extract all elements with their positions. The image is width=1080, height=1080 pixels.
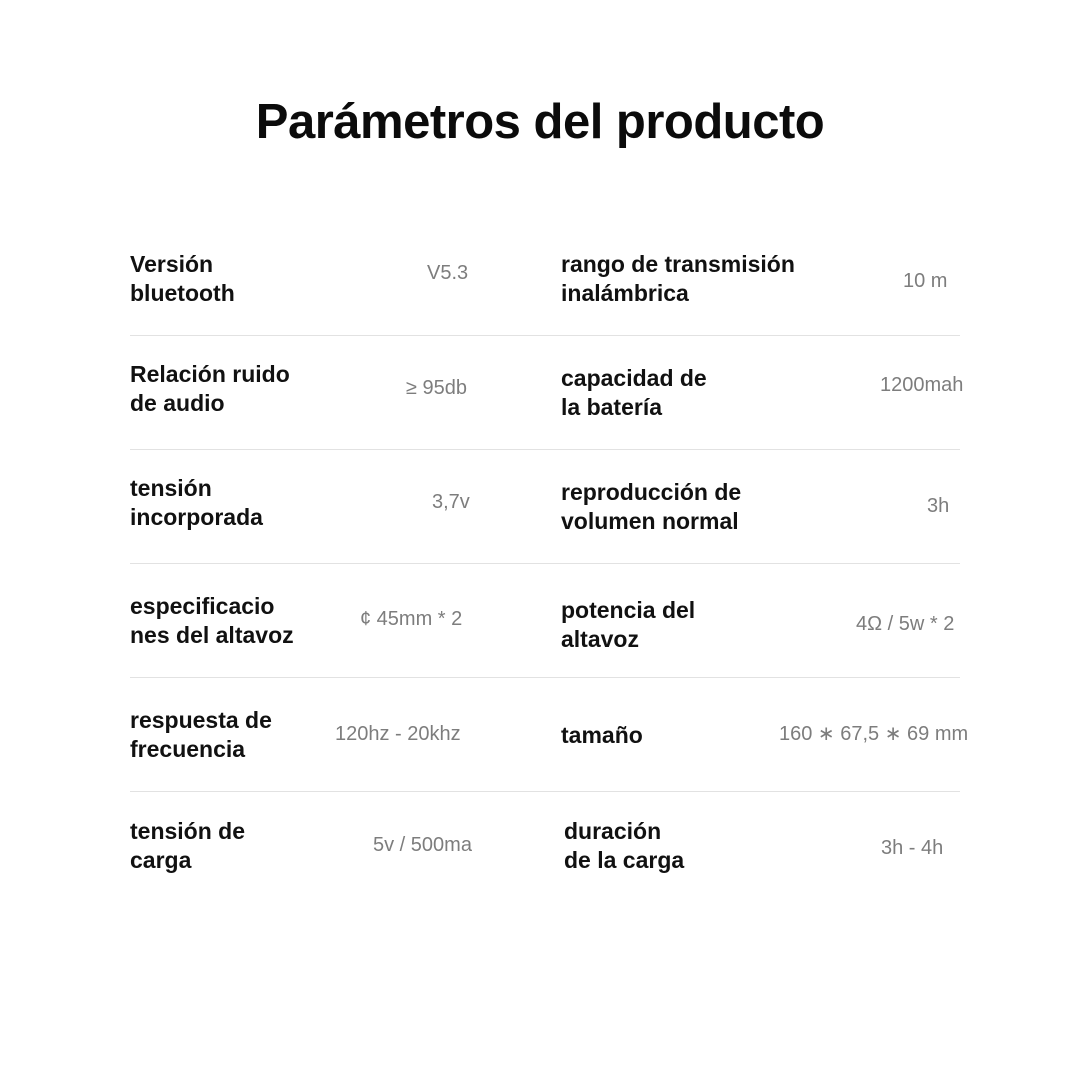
spec-label-speaker-power: potencia del altavoz (561, 597, 696, 652)
spec-value-charging-duration: 3h - 4h (881, 837, 944, 859)
spec-label-charging-voltage: tensión de carga (130, 818, 246, 873)
spec-value-speaker-spec: ¢ 45mm * 2 (360, 608, 463, 630)
spec-value-charging-voltage: 5v / 500ma (373, 834, 472, 856)
spec-label-built-in-voltage: tensión incorporada (130, 475, 263, 530)
spec-label-frequency-response: respuesta de frecuencia (130, 707, 272, 762)
spec-value-transmission-range: 10 m (903, 270, 948, 292)
spec-row (130, 450, 960, 564)
spec-value-speaker-power: 4Ω / 5w * 2 (856, 613, 955, 635)
spec-value-bluetooth-version: V5.3 (427, 262, 469, 284)
spec-value-frequency-response: 120hz - 20khz (335, 723, 461, 745)
spec-row (130, 222, 960, 336)
spec-label-charging-duration: duración de la carga (564, 818, 685, 873)
spec-label-battery-capacity: capacidad de la batería (561, 365, 707, 420)
spec-value-signal-noise: ≥ 95db (406, 377, 468, 399)
spec-value-battery-capacity: 1200mah (880, 374, 964, 396)
spec-label-transmission-range: rango de transmisión inalámbrica (561, 251, 795, 306)
spec-label-signal-noise: Relación ruido de audio (130, 361, 290, 416)
spec-value-size: 160 ∗ 67,5 ∗ 69 mm (779, 723, 969, 745)
spec-row (130, 678, 969, 792)
spec-table (130, 222, 969, 905)
spec-value-built-in-voltage: 3,7v (432, 491, 470, 513)
page-title: Parámetros del producto (255, 95, 825, 149)
spec-row (130, 336, 964, 450)
spec-label-playback-normal-volume: reproducción de volumen normal (561, 479, 742, 534)
spec-label-bluetooth-version: Versión bluetooth (130, 251, 235, 306)
spec-value-playback-normal-volume: 3h (927, 495, 950, 517)
spec-row (130, 564, 960, 678)
spec-label-size: tamaño (561, 722, 643, 748)
spec-label-speaker-spec: especificacio nes del altavoz (130, 593, 294, 648)
spec-row (130, 792, 960, 905)
